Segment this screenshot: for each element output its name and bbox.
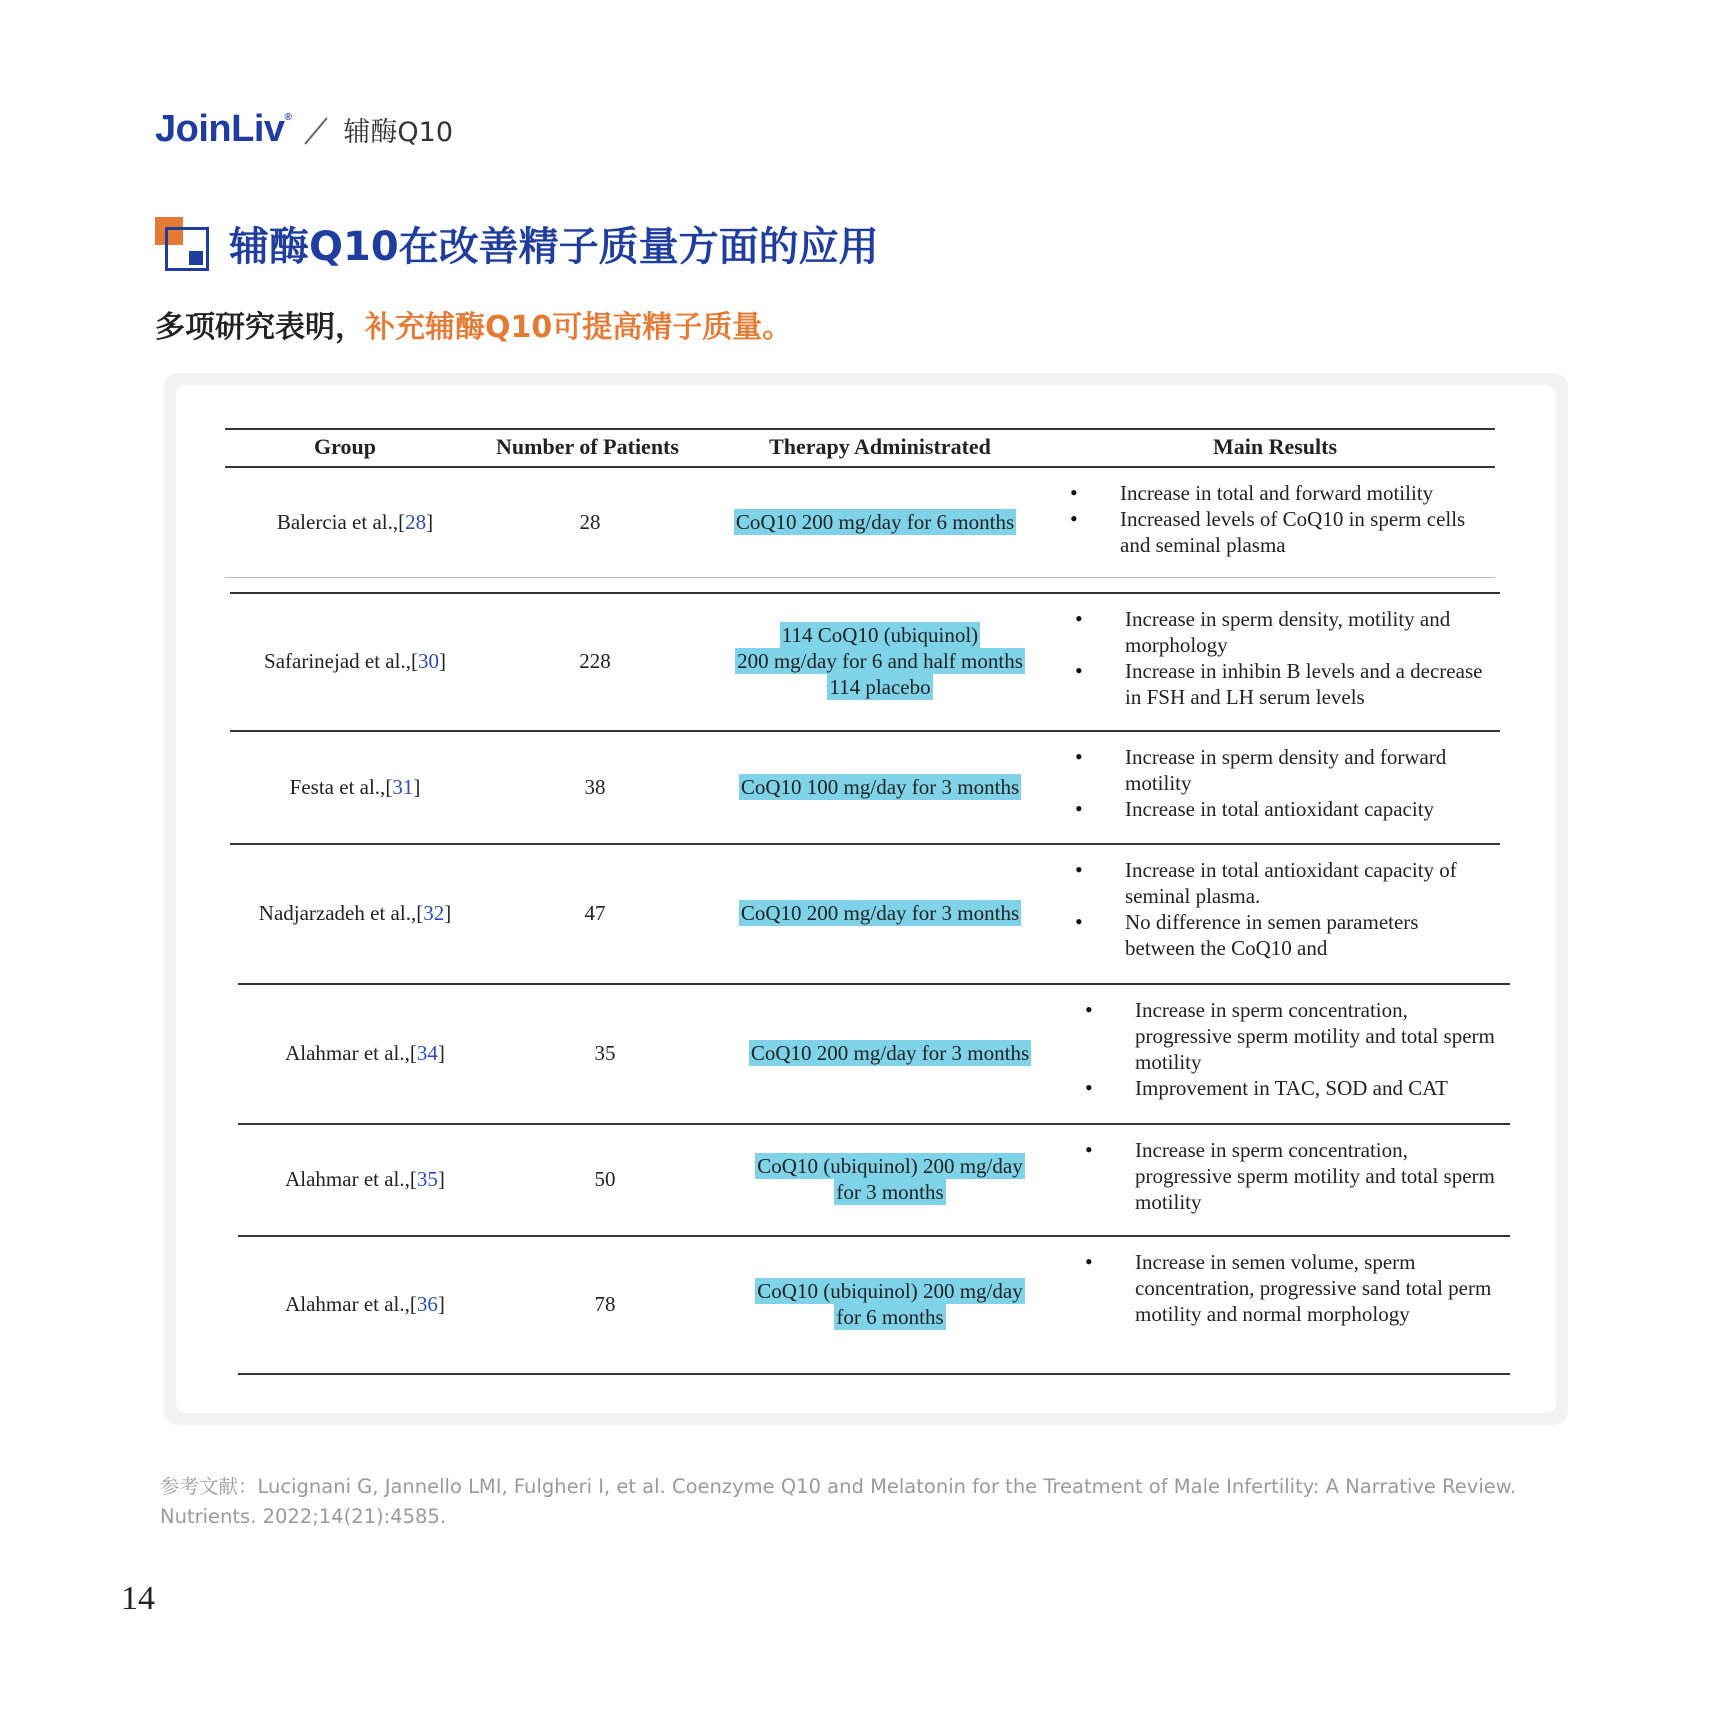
- citation-number: 32: [423, 901, 445, 925]
- result-item: • Increase in sperm density, motility and morphology: [1075, 606, 1485, 658]
- citation-ref: [30]: [410, 649, 446, 673]
- group-cell: [240, 732, 470, 842]
- results-cell: [1075, 857, 1485, 961]
- table-header-cell: Number of Patients: [496, 434, 679, 459]
- group-cell: [240, 594, 470, 728]
- results-list: [1070, 480, 1480, 558]
- therapy-line: 114 placebo: [829, 675, 931, 699]
- therapy-line: CoQ10 (ubiquinol) 200 mg/day: [757, 1154, 1023, 1178]
- therapy-cell: [725, 985, 1055, 1121]
- results-list: [1075, 606, 1485, 710]
- lead-sentence: [155, 302, 792, 346]
- citation-number: 28: [405, 510, 427, 534]
- therapy-line: CoQ10 200 mg/day for 3 months: [750, 1041, 1030, 1065]
- results-cell: [1085, 1137, 1495, 1215]
- group-name: Alahmar et al.,: [285, 1292, 410, 1316]
- table-header-cell: Therapy Administrated: [769, 434, 991, 459]
- result-item: • Increase in sperm density and forward motility: [1075, 744, 1485, 796]
- results-list: [1085, 1137, 1495, 1215]
- result-item: • Increase in semen volume, sperm concentration, progressive sand total perm motility and normal morphology: [1085, 1249, 1495, 1327]
- results-list: [1085, 997, 1495, 1101]
- group-cell: [250, 1125, 480, 1233]
- citation-ref: [34]: [409, 1041, 445, 1065]
- citation-ref: [36]: [409, 1292, 445, 1316]
- group-name: Balercia et al.,: [276, 510, 399, 534]
- table-header-cell: Group: [314, 434, 376, 459]
- patients-cell: 28: [579, 510, 601, 534]
- therapy-line: CoQ10 200 mg/day for 6 months: [735, 510, 1015, 534]
- patients-cell: 50: [594, 1167, 616, 1191]
- therapy-cell: [710, 468, 1040, 576]
- patients-cell: 228: [579, 649, 611, 673]
- table-rule: [225, 428, 1495, 430]
- citation-number: 30: [417, 649, 439, 673]
- citation-ref: [31]: [385, 775, 421, 799]
- page-header: [155, 108, 453, 151]
- therapy-cell: [715, 732, 1045, 842]
- table-rule: [238, 1373, 1510, 1375]
- results-list: [1075, 744, 1485, 822]
- patients-cell: 47: [584, 901, 606, 925]
- section-title: [155, 215, 879, 272]
- page-number: 14: [121, 1580, 155, 1617]
- citation-ref: [32]: [416, 901, 452, 925]
- header-subtitle: 辅酶Q10: [343, 117, 454, 148]
- results-cell: [1070, 480, 1480, 558]
- result-item: • Increase in sperm concentration, progressive sperm motility and total sperm motility: [1085, 1137, 1495, 1215]
- patients-cell: 78: [594, 1292, 616, 1316]
- therapy-line: for 3 months: [836, 1180, 944, 1204]
- therapy-cell: [725, 1237, 1055, 1371]
- therapy-line: 200 mg/day for 6 and half months: [737, 649, 1023, 673]
- result-item: • Increase in inhibin B levels and a decrease in FSH and LH serum levels: [1075, 658, 1485, 710]
- table-rule: [225, 577, 1495, 578]
- citation-number: 36: [416, 1292, 438, 1316]
- results-cell: [1085, 997, 1495, 1101]
- lead-black: 多项研究表明，: [155, 310, 365, 345]
- therapy-line: for 6 months: [836, 1305, 944, 1329]
- results-list: [1075, 857, 1485, 961]
- results-cell: [1085, 1249, 1495, 1327]
- group-cell: [250, 1237, 480, 1371]
- result-item: • Improvement in TAC, SOD and CAT: [1085, 1075, 1495, 1101]
- section-title-text: 辅酶Q10在改善精子质量方面的应用: [229, 224, 879, 270]
- therapy-cell: [725, 1125, 1055, 1233]
- citation-number: 35: [416, 1167, 438, 1191]
- results-cell: [1075, 744, 1485, 822]
- result-item: • No difference in semen parameters between the CoQ10 and: [1075, 909, 1485, 961]
- group-cell: [250, 985, 480, 1121]
- group-cell: [240, 845, 470, 981]
- result-item: • Increased levels of CoQ10 in sperm cells and seminal plasma: [1070, 506, 1480, 558]
- citation-number: 34: [416, 1041, 438, 1065]
- therapy-cell: [715, 594, 1045, 728]
- citation-ref: [28]: [398, 510, 434, 534]
- slash-divider: [297, 110, 337, 150]
- therapy-line: 114 CoQ10 (ubiquinol): [781, 623, 979, 647]
- table-header-cell: Main Results: [1212, 434, 1338, 459]
- group-name: Alahmar et al.,: [285, 1041, 410, 1065]
- group-name: Nadjarzadeh et al.,: [258, 901, 417, 925]
- group-name: Safarinejad et al.,: [264, 649, 411, 673]
- group-name: Alahmar et al.,: [285, 1167, 410, 1191]
- reference-note: 参考文献：Lucignani G, Jannello LMI, Fulgheri I, et al. Coenzyme Q10 and Melatonin for the Treatment of Male Infertility: A Narrative Review. Nutrients. 2022;14(21):4585.: [160, 1475, 1517, 1528]
- group-cell: [240, 468, 470, 576]
- result-item: • Increase in total and forward motility: [1070, 480, 1480, 506]
- results-cell: [1075, 606, 1485, 710]
- result-item: • Increase in total antioxidant capacity: [1075, 796, 1485, 822]
- group-name: Festa et al.,: [289, 775, 386, 799]
- therapy-cell: [715, 845, 1045, 981]
- therapy-line: CoQ10 200 mg/day for 3 months: [740, 901, 1020, 925]
- squares-icon: [155, 217, 209, 271]
- result-item: • Increase in sperm concentration, progressive sperm motility and total sperm motility: [1085, 997, 1495, 1075]
- brand-logo: JoinLiv®: [155, 108, 292, 150]
- citation-ref: [35]: [409, 1167, 445, 1191]
- patients-cell: 35: [594, 1041, 616, 1065]
- citation-number: 31: [392, 775, 414, 799]
- results-list: [1085, 1249, 1495, 1327]
- result-item: • Increase in total antioxidant capacity of seminal plasma.: [1075, 857, 1485, 909]
- therapy-line: CoQ10 100 mg/day for 3 months: [740, 775, 1020, 799]
- lead-orange: 补充辅酶Q10可提高精子质量。: [365, 310, 793, 345]
- therapy-line: CoQ10 (ubiquinol) 200 mg/day: [757, 1279, 1023, 1303]
- patients-cell: 38: [584, 775, 606, 799]
